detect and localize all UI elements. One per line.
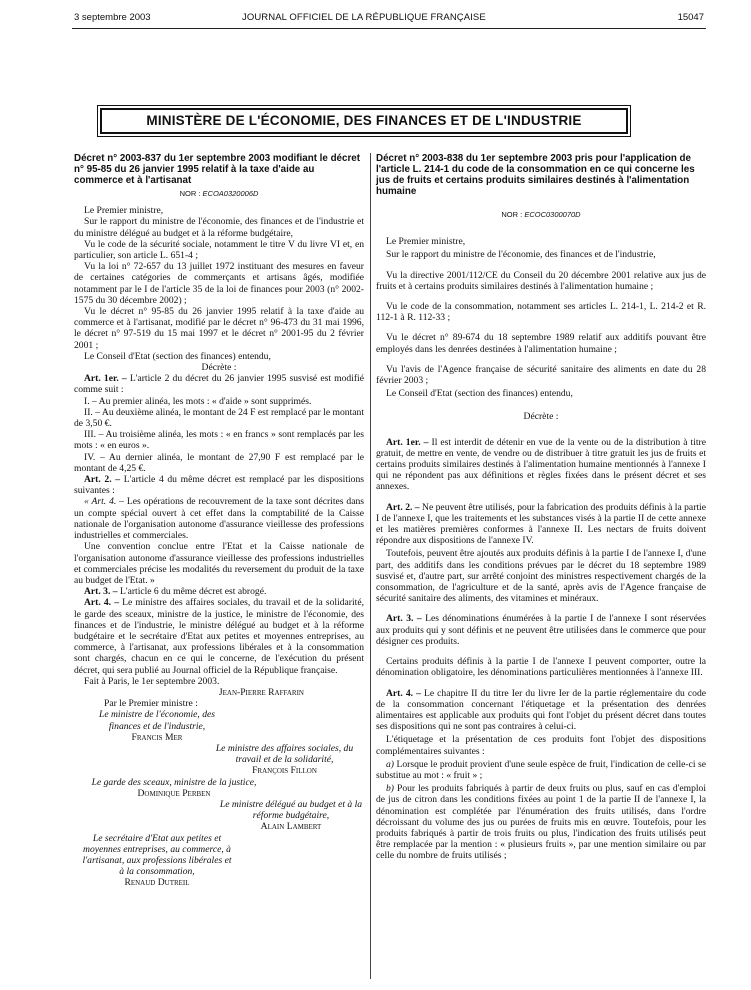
- paragraph: Vu le décret n° 95-85 du 26 janvier 1995 relatif à la taxe d'aide au commerce et à l'artisanat, modifié par le décret n° 96-473 du 31 mai 1996, le décret n° 97-519 du 15 mai 1997 et le décret n° 2001-95 du 2 février 2001 ;: [74, 306, 364, 351]
- article-1: Art. 1er. – L'article 2 du décret du 26 janvier 1995 susvisé est modifié comme suit :: [74, 373, 364, 396]
- article-4-cont: L'étiquetage et la présentation de ces produits font l'objet des dispositions complémentaires suivantes :: [376, 734, 706, 757]
- signatory-block-2: Le ministre des affaires sociales, du travail et de la solidarité, François Fillon: [215, 742, 354, 777]
- decree-title: Décret n° 2003-837 du 1er septembre 2003 modifiant le décret n° 95-85 du 26 janvier 1995 relatif à la taxe d'aide au commerce et à l'artisanat: [74, 153, 360, 186]
- article-4-item-a: a) Lorsque le produit provient d'une seule espèce de fruit, l'indication de celle-ci se substitue au mot : « fruit » ;: [376, 758, 706, 781]
- paragraph: Sur le rapport du ministre de l'économie, des finances et de l'industrie et du ministre délégué au budget et à la réforme budgétaire,: [74, 216, 364, 239]
- article-3: Art. 3. – Les dénominations énumérées à la partie I de l'annexe I sont réservées aux produits qui y sont définis et ne peuvent être utilisées dans le commerce que pour désigner ces produits.: [376, 613, 706, 647]
- paragraph: Vu l'avis de l'Agence française de sécurité sanitaire des aliments en date du 28 février 2003 ;: [376, 363, 706, 387]
- article-4: Art. 4. – Le ministre des affaires sociales, du travail et de la solidarité, le garde des sceaux, ministre de la justice, le ministre de l'économie, des finances et de l'industrie, le ministre délégué au budget et à la réforme budgétaire et le secrétaire d'Etat aux petites et moyennes entreprises, au commerce, à l'artisanat, aux professions libérales et à la consommation sont chargés, chacun en ce qui le concerne, de l'exécution du présent décret, qui sera publié au Journal officiel de la République française.: [74, 597, 364, 676]
- article-1-item-ii: II. – Au deuxième alinéa, le montant de 24 F est remplacé par le montant de 3,50 €.: [74, 406, 364, 430]
- header-journal-title: JOURNAL OFFICIEL DE LA RÉPUBLIQUE FRANÇAISE: [242, 12, 486, 23]
- ministry-banner: MINISTÈRE DE L'ÉCONOMIE, DES FINANCES ET DE L'INDUSTRIE: [100, 108, 628, 134]
- column-divider: [370, 153, 371, 979]
- signatory-pm: Jean-Pierre Raffarin: [218, 686, 304, 698]
- decree-2003-838: [376, 153, 706, 864]
- page-header: [74, 12, 704, 28]
- signatory-block-1: Le ministre de l'économie, des finances et de l'industrie, Francis Mer: [99, 709, 215, 743]
- article-2: Art. 2. – L'article 4 du même décret est remplacé par les dispositions suivantes :: [74, 474, 364, 497]
- article-3: Art. 3. – L'article 6 du même décret est abrogé.: [84, 586, 267, 598]
- nor-code: ECOC0300070D: [524, 210, 581, 219]
- paragraph: Vu la directive 2001/112/CE du Conseil du 20 décembre 2001 relative aux jus de fruits et à certains produits similaires destinés à l'alimentation humaine ;: [376, 269, 706, 292]
- paragraph: Le Conseil d'Etat (section des finances) entendu,: [386, 388, 573, 400]
- paragraph: Le Premier ministre,: [84, 205, 164, 217]
- article-2-quote-cont: Une convention conclue entre l'Etat et la Caisse nationale de l'organisation autonome d'assurance vieillesse des professions industrielles et commerciales précise les modalités du reversement du produit de la taxe au budget de l'Etat. »: [74, 541, 364, 586]
- paragraph: Vu le décret n° 89-674 du 18 septembre 1989 relatif aux additifs pouvant être employés dans les denrées destinées à l'alimentation humaine ;: [376, 332, 706, 355]
- decrete-heading: Décrète :: [201, 362, 237, 374]
- signatory-block-5: Le secrétaire d'Etat aux petites et moyennes entreprises, au commerce, à l'artisanat, aux professions libérales et à la consommation, Renaud Dutreil: [82, 832, 232, 889]
- header-page-number: 15047: [677, 12, 704, 23]
- paragraph: Vu la loi n° 72-657 du 13 juillet 1972 instituant des mesures en faveur de certaines catégories de commerçants et artisans âgés, modifiée notamment par le I de l'article 35 de la loi de finances pour 2003 (n° 2002-1575 du 30 décembre 2002) ;: [74, 261, 364, 306]
- nor-code: ECOA0320006D: [202, 189, 259, 198]
- article-1-head: Art. 1er. –: [84, 373, 127, 385]
- decree-title: Décret n° 2003-838 du 1er septembre 2003 pris pour l'application de l'article L. 214-1 du code de la consommation en ce qui concerne les jus de fruits et certains produits similaires destinés à l'alimentation humaine: [376, 153, 695, 197]
- article-3-cont: Certains produits définis à la partie I de l'annexe I peuvent comporter, outre la dénomination obligatoire, les dénominations particulières mentionnées à l'annexe III.: [376, 656, 706, 679]
- article-4: Art. 4. – Le chapitre II du titre Ier du livre Ier de la partie réglementaire du code de la consommation concernant l'étiquetage et la présentation des denrées alimentaires est applicable aux produits qui font l'objet du présent décret dans toutes ses dispositions qui ne sont pas contraires à celui-ci.: [376, 687, 706, 733]
- article-1-item-i: I. – Au premier alinéa, les mots : « d'aide » sont supprimés.: [84, 395, 312, 407]
- par-premier-ministre: Par le Premier ministre :: [104, 698, 198, 710]
- article-1: Art. 1er. – Il est interdit de détenir en vue de la vente ou de la distribution à titre gratuit, de mettre en vente, de vendre ou de distribuer à titre gratuit les jus de fruits et certains produits similaires destinés à l'alimentation humaine mentionnés à l'annexe I qui ne répondent pas aux définitions et règles fixées dans le présent décret et ses annexes.: [376, 436, 706, 493]
- paragraph: Vu le code de la sécurité sociale, notamment le titre V du livre VI et, en particulier, son article L. 651-4 ;: [74, 238, 364, 262]
- nor-reference: NOR : ECOC0300070D: [501, 210, 581, 219]
- nor-reference: NOR : ECOA0320006D: [179, 189, 259, 198]
- signature-date: Fait à Paris, le 1er septembre 2003.: [84, 675, 220, 687]
- decrete-heading: Décrète :: [523, 411, 559, 423]
- article-1-item-iv: IV. – Au dernier alinéa, le montant de 27,90 F est remplacé par le montant de 4,25 €.: [74, 451, 364, 474]
- paragraph: Le Premier ministre,: [386, 236, 466, 248]
- article-2-cont: Toutefois, peuvent être ajoutés aux produits définis à la partie I de l'annexe I, d'une part, des additifs dans les conditions prévues par le décret du 18 septembre 1989 susvisé et, d'autre part, sur arrêté conjoint des ministres respectivement chargés de la consommation, de l'agriculture et de la santé, après avis de l'Agence française de sécurité sanitaire des aliments, des vitamines et minéraux.: [376, 548, 706, 605]
- article-4-item-b: b) Pour les produits fabriqués à partir de deux fruits ou plus, sauf en cas d'emploi de jus de citron dans les conditions fixées au point 1 de la partie II de l'annexe I, la dénomination est complétée par l'énumération des fruits utilisés, dans l'ordre décroissant du volume des jus ou purées de fruits mis en œuvre. Toutefois, pour les produits fabriqués à partir de trois fruits ou plus, l'indication des fruits utilisés peut être remplacée par la mention : « plusieurs fruits », par une mention similaire ou par celle du nombre de fruits utilisés ;: [376, 783, 706, 862]
- signatory-block-3: Le garde des sceaux, ministre de la justice, Dominique Perben: [91, 776, 257, 799]
- article-2: Art. 2. – Ne peuvent être utilisés, pour la fabrication des produits définis à la partie I de l'annexe I, que les traitements et les substances visés à la partie II de cette annexe et les matières premières conformes à l'annexe II. Les nectars de fruits doivent répondre aux dispositions de l'annexe IV.: [376, 501, 706, 547]
- article-2-quote: « Art. 4. – Les opérations de recouvrement de la taxe sont décrites dans un compte spécial ouvert à cet effet dans la comptabilité de la Caisse nationale de l'organisation autonome d'assurance vieillesse des professions industrielles et commerciales.: [74, 496, 364, 542]
- paragraph: Le Conseil d'Etat (section des finances) entendu,: [84, 350, 271, 362]
- header-rule: [72, 28, 706, 29]
- article-1-item-iii: III. – Au troisième alinéa, les mots : « en francs » sont remplacés par les mots : « en euros ».: [74, 429, 364, 452]
- paragraph: Vu le code de la consommation, notamment ses articles L. 214-1, L. 214-2 et R. 112-1 à R. 112-33 ;: [376, 301, 706, 324]
- decree-2003-837: [74, 153, 364, 889]
- paragraph: Sur le rapport du ministre de l'économie, des finances et de l'industrie,: [386, 249, 656, 261]
- signatory-block-4: Le ministre délégué au budget et à la réforme budgétaire, Alain Lambert: [219, 798, 363, 833]
- header-date: 3 septembre 2003: [74, 12, 151, 23]
